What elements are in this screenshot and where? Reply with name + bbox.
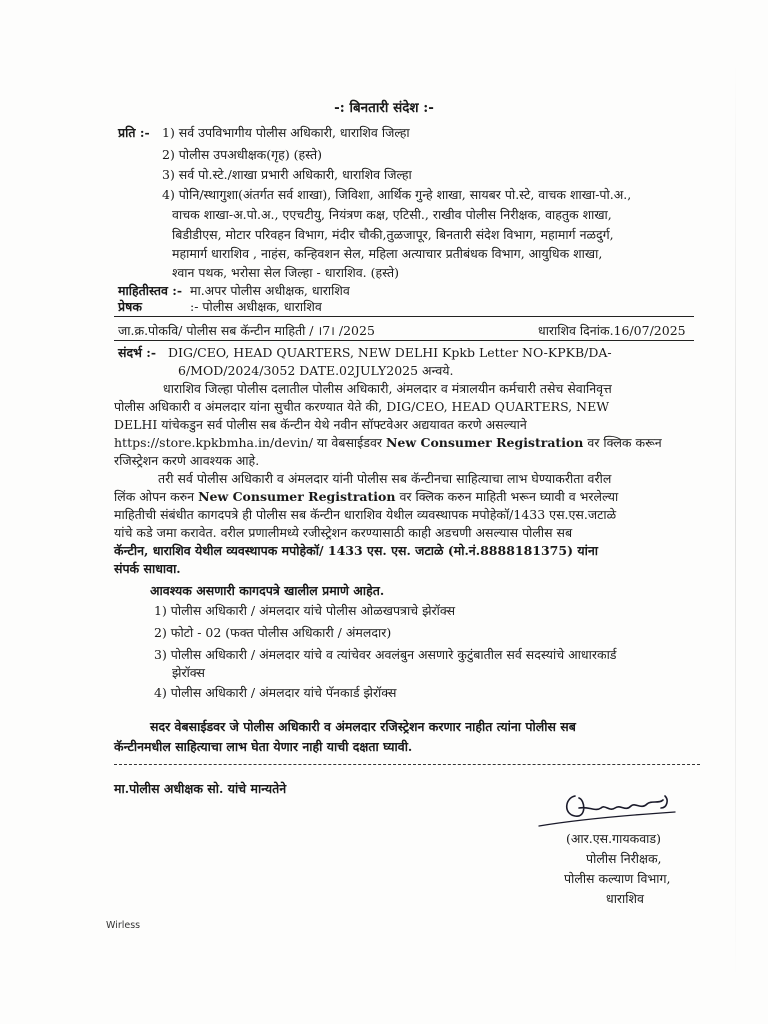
reference-date: धाराशिव दिनांक.16/07/2025 xyxy=(538,323,686,338)
dashed-divider xyxy=(114,764,700,765)
footer-note: Wirless xyxy=(106,920,141,931)
paragraph-2-line: लिंक ओपन करुन New Consumer Registration वर क्लिक करुन माहिती भरून घ्यावी व भरलेल्या xyxy=(114,489,619,504)
divider-top xyxy=(114,316,694,317)
paragraph-1-line-url xyxy=(114,434,662,451)
registration-link-text: New Consumer Registration xyxy=(386,435,584,450)
warning-line: कॅन्टीनमधील साहित्याचा लाभ घेता येणार नाही याची दक्षता घ्यावी. xyxy=(114,739,413,754)
registration-text: https://store.kpkbmha.in/devin/ या वेबसाईडवर New Consumer Registration वर क्लिक करून xyxy=(114,435,662,450)
handwritten-signature xyxy=(535,786,685,832)
subject-line: DIG/CEO, HEAD QUARTERS, NEW DELHI Kpkb Letter NO-KPKB/DA- xyxy=(168,345,612,360)
signatory-designation: पोलीस निरीक्षक, xyxy=(586,851,662,866)
to-label: प्रति :- xyxy=(118,125,150,140)
recipient-4-line: वाचक शाखा-अ.पो.अ., एएचटीयु, नियंत्रण कक्ष, एटिसी., राखीव पोलीस निरीक्षक, वाहतुक शाखा, xyxy=(172,207,612,222)
subject-label: संदर्भ :- xyxy=(118,345,157,360)
paragraph-2-line: संपर्क साधावा. xyxy=(114,561,181,576)
paragraph-1-line: पोलीस अधिकारी व अंमलदार यांना सुचीत करण्यात येते की, DIG/CEO, HEAD QUARTERS, NEW xyxy=(114,399,610,414)
subject-line: 6/MOD/2024/3052 DATE.02JULY2025 अन्वये. xyxy=(178,363,454,378)
recipient-4-line: श्वान पथक, भरोसा सेल जिल्हा - धाराशिव. (हस्ते) xyxy=(172,265,399,280)
recipient-1: 1) सर्व उपविभागीय पोलीस अधिकारी, धाराशिव जिल्हा xyxy=(162,125,410,140)
paragraph-1-line: DELHI यांचेकडुन सर्व पोलीस सब कॅन्टीन येथे नवीन सॉफ्टवेअर अद्ययावत करणे असल्याने xyxy=(114,417,527,432)
sender-value: :- पोलीस अधीक्षक, धाराशिव xyxy=(190,299,322,314)
recipient-4-line: 4) पोनि/स्थागुशा(अंतर्गत सर्व शाखा), जिविशा, आर्थिक गुन्हे शाखा, सायबर पो.स्टे, वाचक शाखा-पो.अ., xyxy=(162,187,632,202)
signatory-name: (आर.एस.गायकवाड) xyxy=(566,831,661,846)
paragraph-2-line: तरी सर्व पोलीस अधिकारी व अंमलदार यांनी पोलीस सब कॅन्टीनचा साहित्याचा लाभ घेण्याकरीता वरील xyxy=(158,471,612,486)
document-item: 3) पोलीस अधिकारी / अंमलदार यांचे व त्यांचेवर अवलंबुन असणारे कुटुंबातील सर्व सदस्यांचे आधारकार्ड xyxy=(154,647,617,662)
paragraph-1-line: रजिस्ट्रेशन करणे आवश्यक आहे. xyxy=(114,453,260,468)
document-item: 1) पोलीस अधिकारी / अंमलदार यांचे पोलीस ओळखपत्राचे झेरॉक्स xyxy=(154,603,456,618)
info-value: मा.अपर पोलीस अधीक्षक, धाराशिव xyxy=(190,283,350,298)
document-item-cont: झेरॉक्स xyxy=(172,665,205,680)
recipient-4-line: महामार्ग धाराशिव , नाहंस, कन्हिवशन सेल, महिला अत्याचार प्रतीबंधक विभाग, आयुधिक शाखा, xyxy=(172,246,603,261)
paragraph-2-line: कॅन्टीन, धाराशिव येथील व्यवस्थापक मपोहेकॉ/ 1433 एस. एस. जटाळे (मो.नं.8888181375) यांना xyxy=(114,543,598,558)
reference-number: जा.क्र.पोकवि/ पोलीस सब कॅन्टीन माहिती / ।7। /2025 xyxy=(118,323,375,338)
recipient-3: 3) सर्व पो.स्टे./शाखा प्रभारी अधिकारी, धाराशिव जिल्हा xyxy=(162,167,412,182)
signatory-department: पोलीस कल्याण विभाग, xyxy=(564,871,671,886)
documents-heading: आवश्यक असणारी कागदपत्रे खालील प्रमाणे आहेत. xyxy=(150,583,385,598)
divider-bottom xyxy=(114,340,694,341)
paragraph-2-line: माहितीची संबंधीत कागदपत्रे ही पोलीस सब कॅन्टीन धाराशिव येथील व्यवस्थापक मपोहेकॉ/1433 एस.एस.जटाळे xyxy=(114,507,617,522)
paragraph-2-line: यांचे कडे जमा करावेत. वरील प्रणालीमध्ये रजीस्ट्रेशन करण्यासाठी काही अडचणी असल्यास पोलीस सब xyxy=(114,525,573,540)
approval-line: मा.पोलीस अधीक्षक सो. यांचे मान्यतेने xyxy=(114,781,287,796)
message-heading: -: बिनतारी संदेश :- xyxy=(334,100,434,116)
sender-label: प्रेषक xyxy=(118,299,142,314)
paper-fold-line xyxy=(735,60,736,980)
signatory-place: धाराशिव xyxy=(606,891,644,906)
warning-line: सदर वेबसाईडवर जे पोलीस अधिकारी व अंमलदार रजिस्ट्रेशन करणार नाहीत त्यांना पोलीस सब xyxy=(150,719,576,734)
info-label: माहितीस्तव :- xyxy=(118,283,183,298)
document-item: 2) फोटो - 02 (फक्त पोलीस अधिकारी / अंमलदार) xyxy=(154,625,392,640)
recipient-2: 2) पोलीस उपअधीक्षक(गृह) (हस्ते) xyxy=(162,147,323,162)
paragraph-1-line: धाराशिव जिल्हा पोलीस दलातील पोलीस अधिकारी, अंमलदार व मंत्रालयीन कर्मचारी तसेच सेवानिवृत्त xyxy=(163,381,612,396)
document-item: 4) पोलीस अधिकारी / अंमलदार यांचे पॅनकार्ड झेरॉक्स xyxy=(154,685,397,700)
registration-link-text: New Consumer Registration xyxy=(198,489,396,504)
recipient-4-line: बिडीडीएस, मोटार परिवहन विभाग, मंदीर चौकी,तुळजापूर, बिनतारी संदेश विभाग, महामार्ग नळदुर्ग, xyxy=(172,227,614,242)
